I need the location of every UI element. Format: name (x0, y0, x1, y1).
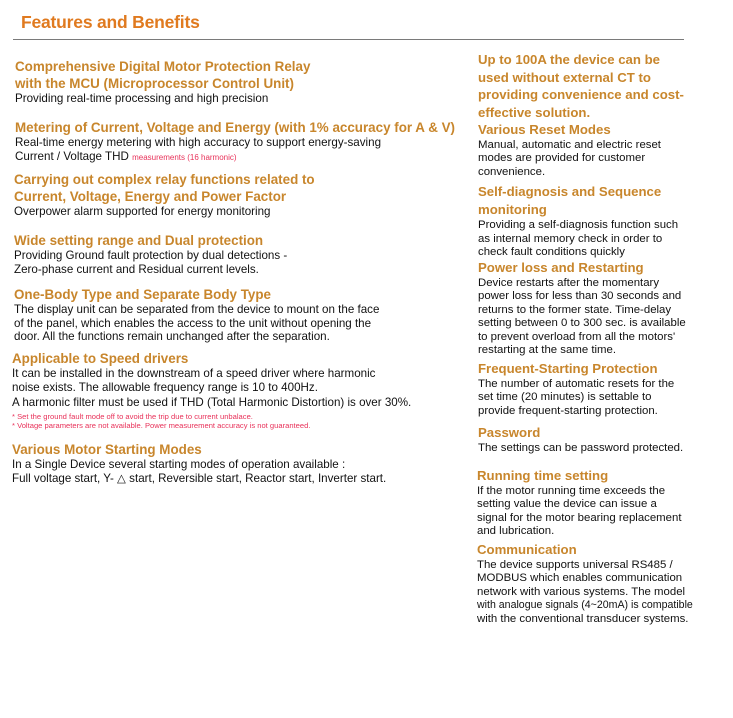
section-text: power loss for less than 30 seconds and (478, 290, 682, 302)
section-text: It can be installed in the downstream of a speed driver where harmonic (12, 367, 376, 380)
section-text: of the panel, which enables the access to the unit without opening the (14, 316, 372, 330)
section-heading: One-Body Type and Separate Body Type (14, 287, 271, 302)
section-text: noise exists. The allowable frequency range is 10 to 400Hz. (12, 380, 318, 394)
section-text: Providing real-time processing and high precision (15, 92, 269, 105)
section-text: In a Single Device several starting modes of operation available : (12, 458, 346, 471)
title-divider (13, 39, 684, 40)
section-text: setting value the device can issue a (477, 498, 657, 510)
section-text: provide frequent-starting protection. (478, 404, 658, 417)
section-speed-drivers (12, 350, 411, 431)
thd-measurements-note: measurements (16 harmonic) (132, 152, 237, 162)
section-text (15, 150, 455, 165)
section-text: Providing a self-diagnosis function such (478, 219, 679, 231)
section-heading: Carrying out complex relay functions related to (14, 172, 315, 187)
section-text: Full voltage start, Y- △ start, Reversible start, Reactor start, Inverter start. (12, 471, 387, 485)
section-heading: Applicable to Speed drivers (12, 351, 189, 366)
section-heading: Running time setting (477, 468, 609, 483)
section-text: The device supports universal RS485 / (477, 558, 673, 571)
section-text: as internal memory check in order to (478, 232, 663, 245)
section-running-time (477, 467, 682, 539)
section-metering (15, 119, 455, 164)
section-text: check fault conditions quickly (478, 246, 625, 258)
section-text: signal for the motor bearing replacement (477, 511, 682, 524)
section-heading: with the MCU (Microprocessor Control Unit) (15, 76, 294, 91)
footnote: * Voltage parameters are not available. Power measurement accuracy is not guaranteed. (12, 421, 311, 430)
section-text: returns to the former state. Time-delay (478, 303, 672, 316)
section-communication (477, 541, 693, 626)
section-heading: Frequent-Starting Protection (478, 361, 658, 376)
section-heading: Power loss and Restarting (478, 260, 644, 275)
section-text: setting between 0 to 300 sec. is available (478, 317, 686, 329)
section-text: The display unit can be separated from the device to mount on the face (14, 303, 380, 316)
section-text: set time (20 minutes) is settable to (478, 391, 652, 403)
section-text: with analogue signals (4~20mA) is compatible (477, 599, 693, 611)
section-heading: used without external CT to (478, 69, 651, 85)
section-relay-functions (14, 171, 315, 219)
thd-label: Current / Voltage THD (15, 149, 129, 163)
section-heading: Wide setting range and Dual protection (14, 233, 264, 248)
section-text: to prevent overload from all the motors' (478, 330, 676, 343)
page-title: Features and Benefits (21, 12, 200, 32)
section-power-loss (478, 259, 686, 358)
section-heading: Current, Voltage, Energy and Power Factor (14, 189, 287, 204)
section-reset-modes (478, 121, 661, 179)
section-text: convenience. (478, 165, 546, 178)
section-wide-setting (14, 232, 287, 276)
section-heading: monitoring (478, 201, 547, 217)
section-text: MODBUS which enables communication (477, 572, 683, 584)
section-text: and lubrication. (477, 525, 555, 537)
section-text: Real-time energy metering with high accuracy to support energy-saving (15, 136, 382, 149)
section-heading: Password (478, 425, 541, 440)
section-100a (478, 51, 684, 121)
section-text: restarting at the same time. (478, 344, 617, 356)
section-text: Device restarts after the momentary (478, 276, 660, 289)
section-heading: providing convenience and cost- (478, 87, 684, 102)
section-text: The settings can be password protected. (478, 441, 684, 454)
section-password (478, 424, 683, 455)
section-digital-relay (15, 58, 310, 106)
section-text: with the conventional transducer systems. (477, 612, 689, 625)
section-text: The number of automatic resets for the (478, 377, 675, 390)
section-heading: effective solution. (478, 104, 591, 120)
section-text: Zero-phase current and Residual current levels. (14, 262, 259, 276)
section-text: Overpower alarm supported for energy monitoring (14, 205, 271, 218)
section-heading: Various Motor Starting Modes (12, 442, 202, 457)
section-text: Manual, automatic and electric reset (478, 138, 661, 151)
section-starting-modes (12, 441, 386, 485)
section-text: A harmonic filter must be used if THD (Total Harmonic Distortion) is over 30%. (12, 396, 412, 409)
section-text: If the motor running time exceeds the (477, 484, 666, 497)
section-heading: Comprehensive Digital Motor Protection Relay (15, 59, 311, 74)
section-body-type (14, 286, 379, 344)
section-text: network with various systems. The model (477, 585, 686, 598)
section-heading: Various Reset Modes (478, 122, 611, 137)
section-self-diagnosis (478, 183, 678, 260)
section-heading: Self-diagnosis and Sequence (478, 184, 662, 199)
section-text: door. All the functions remain unchanged after the separation. (14, 330, 330, 343)
section-text: modes are provided for customer (478, 152, 646, 164)
section-text: Providing Ground fault protection by dual detections - (14, 249, 288, 262)
section-heading: Up to 100A the device can be (478, 52, 660, 67)
footnote: * Set the ground fault mode off to avoid the trip due to current unbalace. (12, 411, 253, 421)
section-heading: Communication (477, 542, 577, 557)
section-heading: Metering of Current, Voltage and Energy (with 1% accuracy for A & V) (15, 120, 455, 135)
section-frequent-starting (478, 360, 674, 418)
